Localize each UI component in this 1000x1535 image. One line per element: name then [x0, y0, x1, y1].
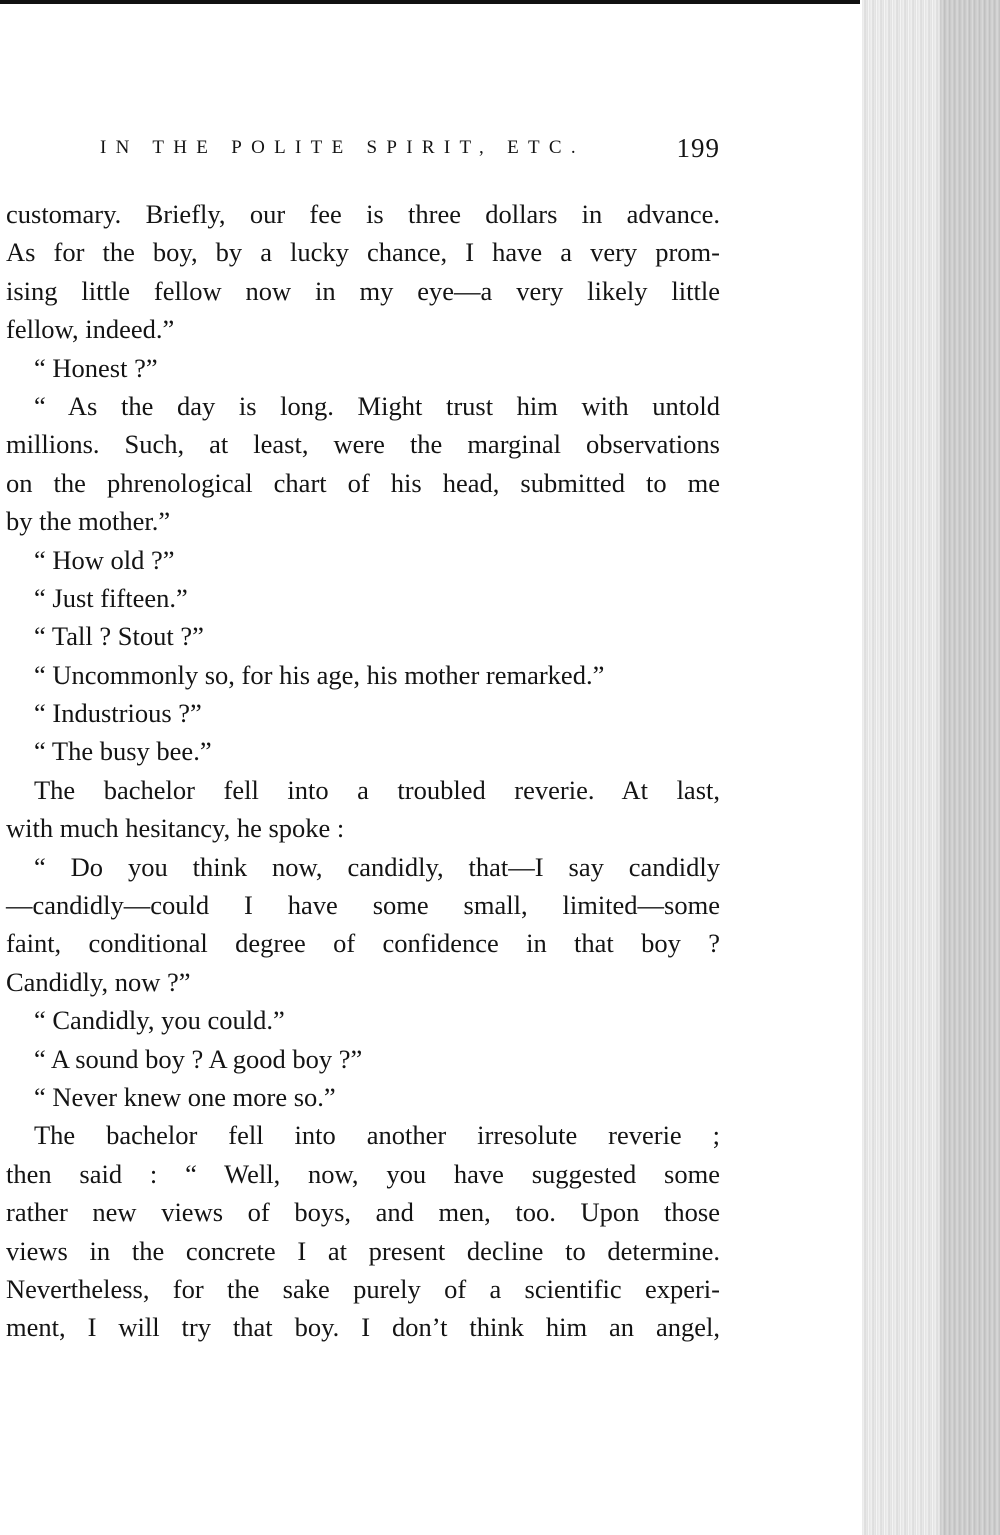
- text-line: “ How old ?”: [34, 544, 175, 575]
- text-line: then said : “ Well, now, you have suggested some: [6, 1158, 720, 1189]
- text-line: “ Uncommonly so, for his age, his mother remarked.”: [34, 659, 605, 690]
- text-line: by the mother.”: [6, 506, 171, 537]
- pencil-marking: [518, 14, 762, 106]
- text-line: with much hesitancy, he spoke :: [6, 813, 345, 844]
- body-text: [6, 195, 720, 1347]
- text-line: “ Never knew one more so.”: [34, 1081, 336, 1112]
- text-line: fellow, indeed.”: [6, 314, 175, 345]
- running-title: IN THE POLITE SPIRIT, ETC.: [100, 137, 585, 158]
- text-line: ising little fellow now in my eye—a very likely little: [6, 275, 720, 306]
- text-line: on the phrenological chart of his head, submitted to me: [6, 467, 720, 498]
- text-line: “ Tall ? Stout ?”: [34, 621, 204, 652]
- text-line: “ As the day is long. Might trust him with untold: [34, 390, 720, 421]
- top-border: [0, 0, 860, 4]
- text-line: “ Industrious ?”: [34, 698, 202, 729]
- text-line: “ Just fifteen.”: [34, 582, 188, 613]
- page-number: 199: [676, 133, 720, 163]
- text-line: “ The busy bee.”: [34, 736, 212, 767]
- page-edge-shadow: [862, 0, 1000, 1535]
- text-line: “ Honest ?”: [34, 352, 158, 383]
- text-line: views in the concrete I at present decline to determine.: [6, 1235, 720, 1266]
- text-line: faint, conditional degree of confidence in that boy ?: [6, 928, 720, 959]
- text-line: —candidly—could I have some small, limited—some: [6, 890, 720, 921]
- text-line: “ A sound boy ? A good boy ?”: [34, 1043, 363, 1074]
- text-line: “ Do you think now, candidly, that—I say candidly: [34, 851, 720, 882]
- text-line: The bachelor fell into another irresolute reverie ;: [34, 1120, 720, 1151]
- text-line: As for the boy, by a lucky chance, I have a very prom-: [6, 237, 720, 268]
- text-line: The bachelor fell into a troubled reverie. At last,: [34, 774, 720, 805]
- text-line: Nevertheless, for the sake purely of a scientific experi-: [6, 1273, 720, 1304]
- running-head: [100, 133, 720, 167]
- text-line: rather new views of boys, and men, too. Upon those: [6, 1197, 720, 1228]
- text-line: millions. Such, at least, were the marginal observations: [6, 429, 720, 460]
- text-line: “ Candidly, you could.”: [34, 1005, 285, 1036]
- text-line: ment, I will try that boy. I don’t think him an angel,: [6, 1312, 720, 1343]
- text-line: customary. Briefly, our fee is three dollars in advance.: [6, 199, 720, 229]
- text-line: Candidly, now ?”: [6, 966, 191, 997]
